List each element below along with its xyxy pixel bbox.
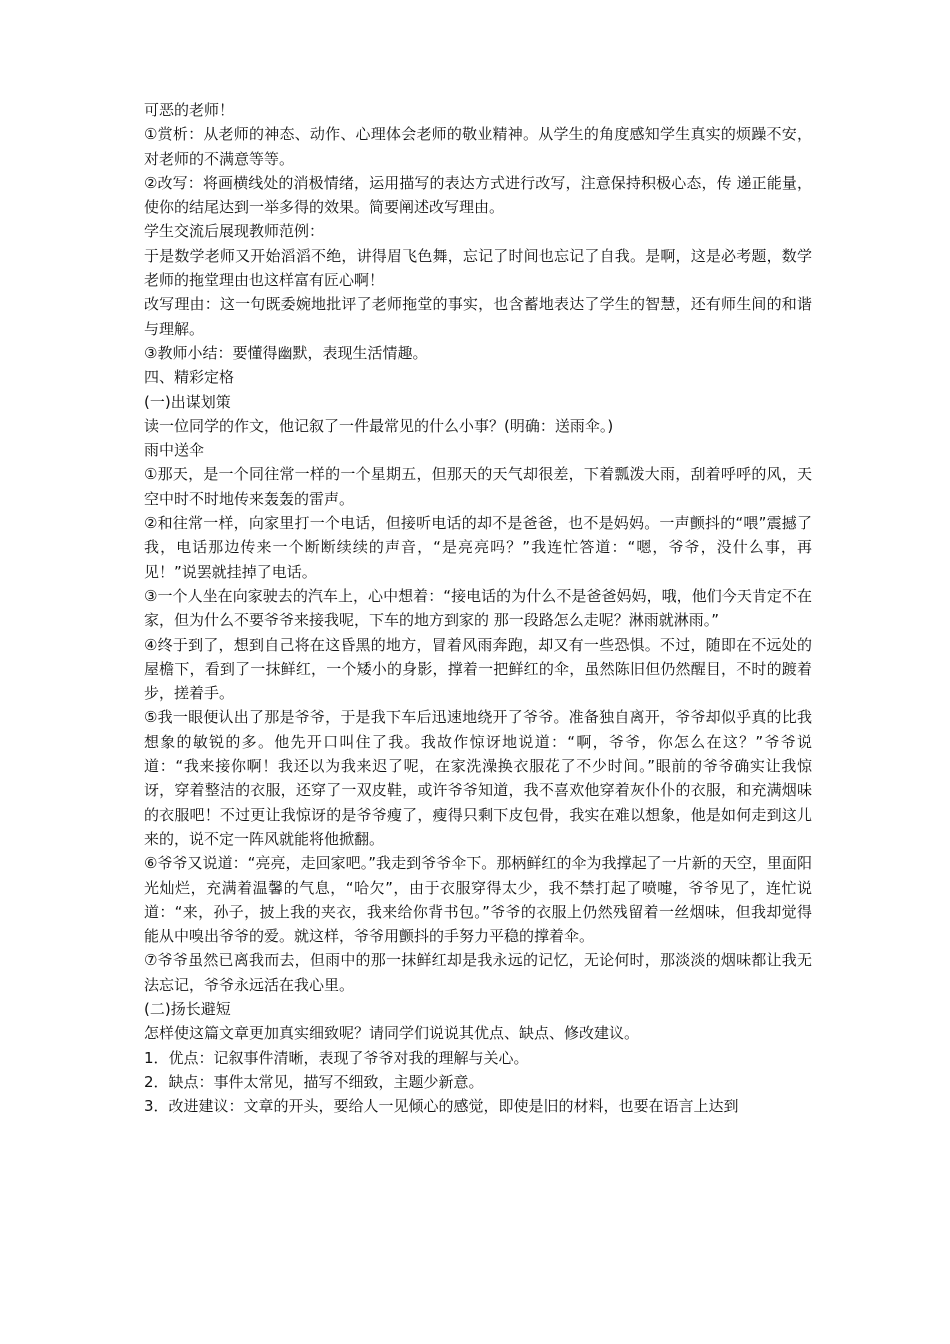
paragraph: ⑤我一眼便认出了那是爷爷，于是我下车后迅速地绕开了爷爷。准备独自离开，爷爷却似乎真的比我想象的敏锐的多。他先开口叫住了我。我故作惊讶地说道：“啊，爷爷，你怎么在这？”爷爷说道：“我来接你啊！我还以为我来迟了呢，在家洗澡换衣服花了不少时间。”眼前的爷爷确实让我惊讶，穿着整洁的衣服，还穿了一双皮鞋，或许爷爷知道，我不喜欢他穿着灰仆仆的衣服，和充满烟味的衣服吧！不过更让我惊讶的是爷爷瘦了，瘦得只剩下皮包骨，我实在难以想象，他是如何走到这儿来的，说不定一阵风就能将他掀翻。 xyxy=(144,708,812,848)
list-item: 3．改进建议：文章的开头，要给人一见倾心的感觉，即使是旧的材料，也要在语言上达到 xyxy=(144,1097,739,1116)
paragraph: 怎样使这篇文章更加真实细致呢？请同学们说说其优点、缺点、修改建议。 xyxy=(144,1024,640,1043)
paragraph: ③教师小结：要懂得幽默，表现生活情趣。 xyxy=(144,343,428,362)
paragraph: ④终于到了，想到自己将在这昏黑的地方，冒着风雨奔跑，却又有一些恐惧。不过，随即在不远处的屋檐下，看到了一抹鲜红，一个矮小的身影，撑着一把鲜红的伞，虽然陈旧但仍然醒目，不时的踱着步，搓着手。 xyxy=(144,635,812,703)
paragraph: 改写理由：这一句既委婉地批评了老师拖堂的事实，也含蓄地表达了学生的智慧，还有师生间的和谐与理解。 xyxy=(144,295,812,338)
list-item: 1．优点：记叙事件清晰，表现了爷爷对我的理解与关心。 xyxy=(144,1048,529,1067)
list-item: 2．缺点：事件太常见，描写不细致，主题少新意。 xyxy=(144,1072,484,1091)
paragraph: 可恶的老师！ xyxy=(144,101,235,119)
paragraph: ①赏析：从老师的神态、动作、心理体会老师的敬业精神。从学生的角度感知学生真实的烦躁不安，对老师的不满意等等。 xyxy=(144,125,812,168)
paragraph: 于是数学老师又开始滔滔不绝，讲得眉飞色舞，忘记了时间也忘记了自我。是啊，这是必考题，数学老师的拖堂理由也这样富有匠心啊！ xyxy=(144,246,812,290)
section-heading: 四、精彩定格 xyxy=(144,368,235,387)
paragraph: ⑦爷爷虽然已离我而去，但雨中的那一抹鲜红却是我永远的记忆，无论何时，那淡淡的烟味都让我无法忘记，爷爷永远活在我心里。 xyxy=(144,951,812,994)
paragraph: ①那天，是一个同往常一样的一个星期五，但那天的天气却很差，下着瓢泼大雨，刮着呼呼的风，天空中时不时地传来轰轰的雷声。 xyxy=(144,465,812,508)
essay-title: 雨中送伞 xyxy=(144,441,205,460)
subsection-heading: (一)出谋划策 xyxy=(144,392,231,411)
paragraph: ⑥爷爷又说道：“亮亮，走回家吧。”我走到爷爷伞下。那柄鲜红的伞为我撑起了一片新的天空，里面阳光灿烂，充满着温馨的气息，“哈欠”，由于衣服穿得太少，我不禁打起了喷嚏，爷爷见了，连忙说道：“来，孙子，披上我的夹衣，我来给你背书包。”爷爷的衣服上仍然残留着一丝烟味，但我却觉得能从中嗅出爷爷的爱。就这样，爷爷用颤抖的手努力平稳的撑着伞。 xyxy=(144,854,812,946)
paragraph: ③一个人坐在向家驶去的汽车上，心中想着：“接电话的为什么不是爸爸妈妈，哦，他们今天肯定不在家，但为什么不要爷爷来接我呢，下车的地方到家的 那一段路怎么走呢？淋雨就淋雨。” xyxy=(144,586,812,630)
paragraph: ②改写：将画横线处的消极情绪，运用描写的表达方式进行改写，注意保持积极心态，传 递正能量，使你的结尾达到一举多得的效果。简要阐述改写理由。 xyxy=(144,173,812,217)
paragraph: 学生交流后展现教师范例： xyxy=(144,222,325,241)
subsection-heading: (二)扬长避短 xyxy=(144,999,231,1018)
paragraph: 读一位同学的作文，他记叙了一件最常见的什么小事？(明确：送雨伞。) xyxy=(144,416,614,435)
paragraph: ②和往常一样，向家里打一个电话，但接听电话的却不是爸爸，也不是妈妈。一声颤抖的“喂”震撼了我，电话那边传来一个断断续续的声音，“是亮亮吗？”我连忙答道：“嗯，爷爷，没什么事，再见！”说罢就挂掉了电话。 xyxy=(144,514,812,581)
document-page xyxy=(144,98,812,1118)
